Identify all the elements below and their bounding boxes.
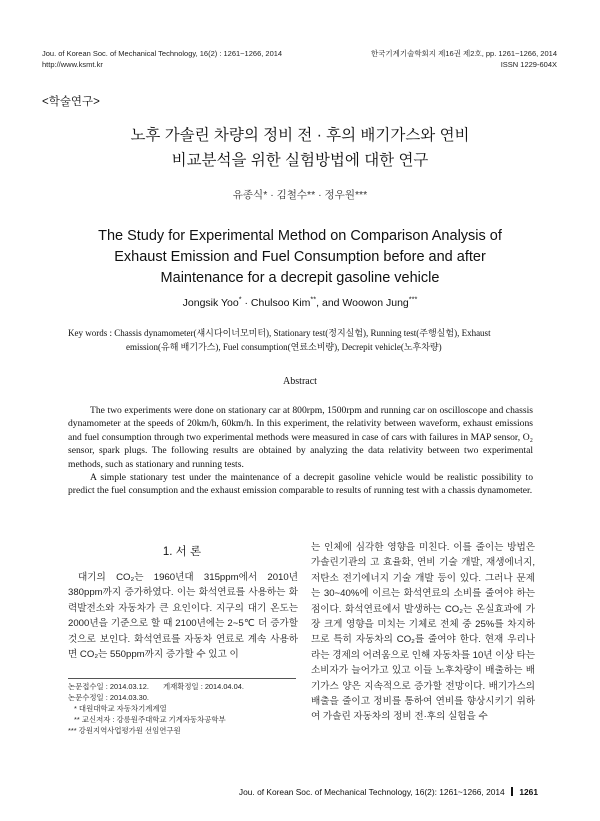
title-english-line2: Exhaust Emission and Fuel Consumption before and after bbox=[114, 249, 486, 265]
journal-header-right bbox=[371, 48, 557, 70]
body-paragraph: 대기의 CO₂는 1960년대 315ppm에서 2010년 380ppm까지 증가하였다. 이는 화석연료를 사용하는 화력발전소와 자동차가 큰 요인이다. 지구의 대기 온도는 2000년을 기준으로 할 때 2100년에는 2~5℃ 더 증가할 것으로 보인다. 화석연료를 자동차 연료로 계속 사용하면 CO₂는 550ppm까지 증가할 수 있고 이 bbox=[68, 572, 298, 661]
issn: ISSN 1229-604X bbox=[500, 60, 557, 69]
author-mark: * bbox=[238, 294, 242, 304]
footnote-dates bbox=[68, 681, 308, 692]
author-name: · Chulsoo Kim bbox=[241, 297, 311, 309]
abstract-paragraph: A simple stationary test under the maintenance of a decrepit gasoline vehicle would be realistic possibility to predict the fuel consumption and the exhaust emission comparable to results of running test with a chassis dynamometer. bbox=[68, 472, 533, 497]
author-name: , and Woowon Jung bbox=[316, 297, 409, 309]
title-english-line3: Maintenance for a decrepit gasoline vehicle bbox=[160, 270, 440, 286]
title-english-line1: The Study for Experimental Method on Comparison Analysis of bbox=[98, 228, 502, 244]
revised-date: 논문수정일 : 2014.03.30. bbox=[68, 693, 149, 702]
journal-header-left bbox=[42, 48, 282, 70]
received-date: 논문접수일 : 2014.03.12. bbox=[68, 682, 149, 691]
author-mark: ** bbox=[310, 294, 317, 304]
authors-korean: 유종식* · 김철수** · 정우원*** bbox=[232, 189, 368, 201]
title-korean-line2: 비교분석을 위한 실험방법에 대한 연구 bbox=[171, 152, 429, 169]
title-korean-line1: 노후 가솔린 차량의 정비 전 · 후의 배기가스와 연비 bbox=[130, 127, 470, 144]
affiliation-footnote: * 대원대학교 자동차기계계열 bbox=[74, 704, 167, 713]
abstract-paragraph: The two experiments were done on stationary car at 800rpm, 1500rpm and running car on oscilloscope and chassis dynamometer at the speeds of 20km/h, 60km/h. In this experiment, the relativity between waveform, exhaust emissions and fuel consumption through two experimental methods were measured in case of cars with failures in MAP sensor, O₂ sensor, spark plugs. The following results are obtained by analyzing the data relativity between two experimental methods, such as stationary and running tests. bbox=[68, 405, 533, 470]
affiliation-footnote: ** 교신저자 : 강릉원주대학교 기계자동차공학부 bbox=[74, 715, 226, 724]
abstract-heading: Abstract bbox=[283, 376, 317, 387]
body-column-left bbox=[68, 570, 298, 662]
keywords-line1 bbox=[68, 326, 548, 340]
footnote-divider bbox=[68, 678, 296, 679]
title-korean bbox=[0, 123, 600, 173]
footer-separator bbox=[511, 787, 513, 796]
footnotes bbox=[68, 681, 308, 736]
journal-citation: Jou. of Korean Soc. of Mechanical Technology, 16(2) : 1261~1266, 2014 bbox=[42, 49, 283, 58]
keywords-line2: emission(유해 배기가스), Fuel consumption(연료소비량), Decrepit vehicle(노후차량) bbox=[126, 342, 442, 352]
journal-citation-korean: 한국기계기술학회지 제16권 제2호, pp. 1261~1266, 2014 bbox=[370, 49, 557, 58]
accepted-date: 게재확정일 : 2014.04.04. bbox=[162, 682, 244, 691]
keywords-text: Chassis dynamometer(섀시다이너모미터), Stationary test(정지실험), Running test(주행실험), Exhaust bbox=[114, 328, 491, 338]
affiliation-footnote: *** 강원지역사업평가원 선임연구원 bbox=[68, 726, 181, 735]
author-mark: *** bbox=[408, 294, 418, 304]
keywords-label: Key words : bbox=[68, 328, 112, 338]
journal-url[interactable]: http://www.ksmt.kr bbox=[42, 60, 103, 69]
page-number: 1261 bbox=[519, 787, 538, 797]
body-column-right bbox=[311, 540, 535, 725]
footer-citation: Jou. of Korean Soc. of Mechanical Technology, 16(2): 1261~1266, 2014 bbox=[238, 787, 505, 797]
page-footer bbox=[239, 787, 538, 797]
article-category: <학술연구> bbox=[42, 96, 100, 108]
keywords bbox=[68, 326, 548, 354]
body-paragraph: 는 인체에 심각한 영향을 미친다. 이를 줄이는 방법은 가솔린기관의 고 효율화, 연비 기술 개발, 재생에너지, 저탄소 전기에너지 기술 개발 등이 있다. 그러나 문제는 30~40%에 이르는 화석연료의 소비를 줄여야 하는 점이다. 화석연료에서 발생하는 CO₂는 온실효과에 가장 크게 영향을 미치는 기체로 전체 중 25%를 차지하므로 특히 자동차의 CO₂를 줄여야 한다. 현재 우리나라는 경제의 어려움으로 인해 자동차를 10년 이상 타는 소비자가 늘어가고 있고 이들 노후차량이 배출하는 배기가스 양은 지속적으로 증가할 전망이다. 배기가스의 배출을 줄이고 정비를 통하여 연비를 향상시키기 위하여 가솔린 자동차의 정비 전·후의 실험을 수 bbox=[311, 542, 535, 723]
authors-english bbox=[0, 294, 600, 309]
section-heading: 1. 서 론 bbox=[162, 546, 202, 558]
abstract-body bbox=[68, 404, 533, 498]
title-english bbox=[0, 226, 600, 289]
author-name: Jongsik Yoo bbox=[182, 297, 239, 309]
